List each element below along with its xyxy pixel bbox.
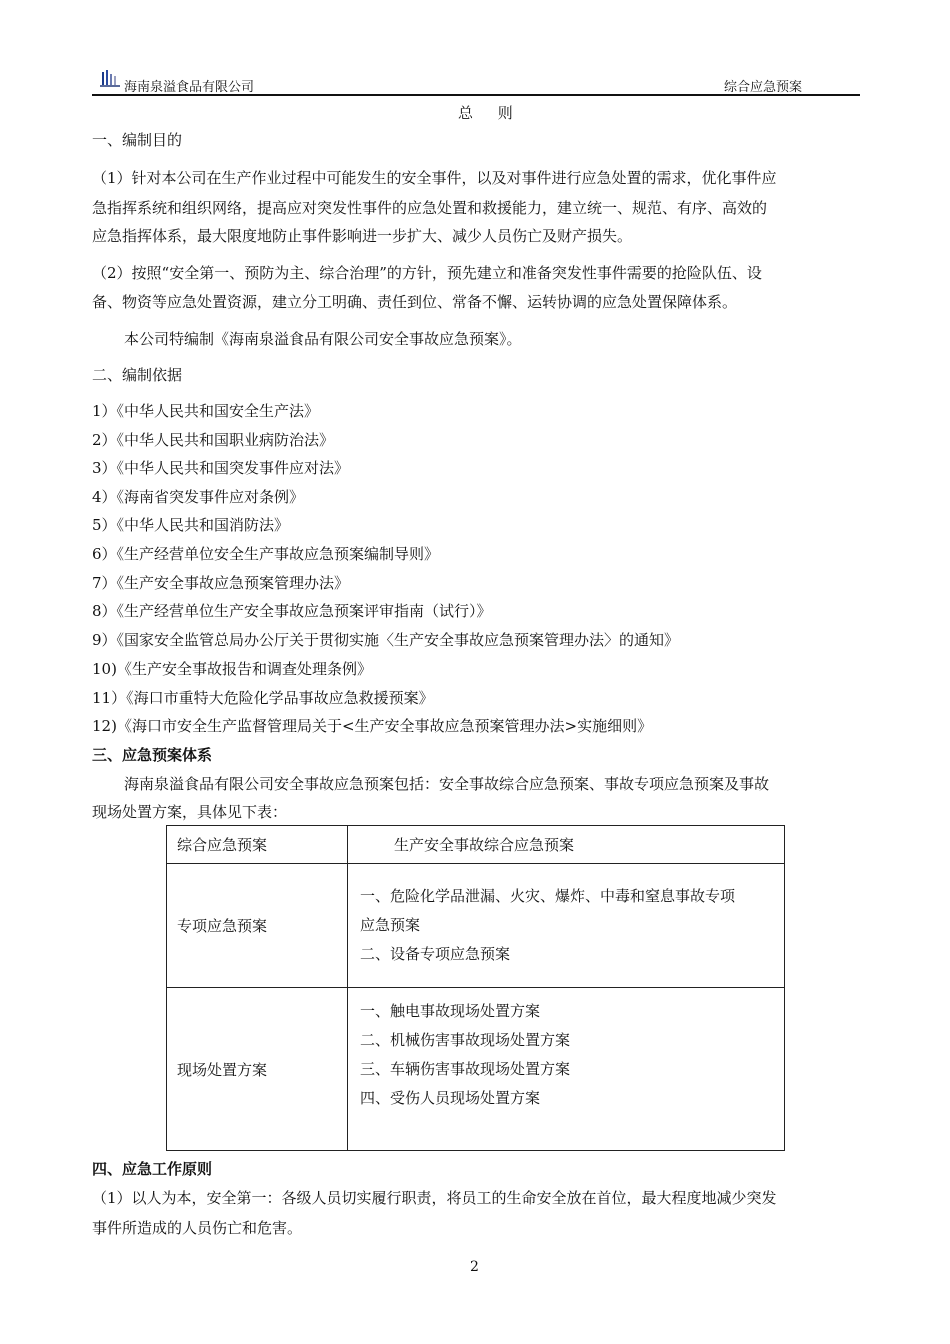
table-cell-label: 综合应急预案 xyxy=(167,826,348,864)
table-cell-label: 专项应急预案 xyxy=(167,864,348,988)
table-cell-line: 应急预案 xyxy=(360,916,421,935)
page-title: 总 则 xyxy=(458,104,523,122)
table-cell-line: 三、车辆伤害事故现场处置方案 xyxy=(360,1059,571,1078)
header-company-name: 海南泉溢食品有限公司 xyxy=(124,80,255,95)
paragraph-line: 现场处置方案，具体见下表： xyxy=(92,803,288,821)
paragraph-line: 应急指挥体系，最大限度地防止事件影响进一步扩大、减少人员伤亡及财产损失。 xyxy=(92,227,633,245)
section-heading-purpose: 一、编制目的 xyxy=(92,131,183,149)
table-cell-line: 二、机械伤害事故现场处置方案 xyxy=(360,1030,571,1049)
section-heading-plan-system: 三、应急预案体系 xyxy=(92,746,213,764)
list-item: 5）《中华人民共和国消防法》 xyxy=(92,516,290,534)
list-item: 12)《海口市安全生产监督管理局关于<生产安全事故应急预案管理办法>实施细则》 xyxy=(92,717,653,735)
section-heading-principles: 四、应急工作原则 xyxy=(92,1160,213,1178)
page-header xyxy=(92,64,860,96)
table-cell-value xyxy=(348,864,785,988)
table-row xyxy=(167,988,785,1151)
table-cell-line: 一、危险化学品泄漏、火灾、爆炸、中毒和窒息事故专项 xyxy=(360,887,736,906)
paragraph-line: 本公司特编制《海南泉溢食品有限公司安全事故应急预案》。 xyxy=(124,330,522,348)
paragraph-line: （2）按照“安全第一、预防为主、综合治理”的方针，预先建立和准备突发性事件需要的抢险队伍、设 xyxy=(92,264,762,282)
list-item: 1）《中华人民共和国安全生产法》 xyxy=(92,402,320,420)
table-cell-value: 生产安全事故综合应急预案 xyxy=(348,826,785,864)
page-number: 2 xyxy=(470,1259,479,1275)
list-item: 3）《中华人民共和国突发事件应对法》 xyxy=(92,459,350,477)
list-item: 9）《国家安全监管总局办公厅关于贯彻实施〈生产安全事故应急预案管理办法〉的通知》 xyxy=(92,631,680,649)
paragraph-line: 事件所造成的人员伤亡和危害。 xyxy=(92,1219,303,1237)
paragraph-line: 急指挥系统和组织网络，提高应对突发性事件的应急处置和救援能力，建立统一、规范、有序、高效的 xyxy=(92,199,768,217)
list-item: 4）《海南省突发事件应对条例》 xyxy=(92,488,305,506)
list-item: 6）《生产经营单位安全生产事故应急预案编制导则》 xyxy=(92,545,440,563)
table-row xyxy=(167,864,785,988)
list-item: 7）《生产安全事故应急预案管理办法》 xyxy=(92,574,350,592)
paragraph-line: （1）以人为本，安全第一：各级人员切实履行职责，将员工的生命安全放在首位，最大程度地减少突发 xyxy=(92,1189,777,1207)
table-row xyxy=(167,826,785,864)
table-cell-line: 四、受伤人员现场处置方案 xyxy=(360,1088,541,1107)
list-item: 2）《中华人民共和国职业病防治法》 xyxy=(92,431,335,449)
header-document-title: 综合应急预案 xyxy=(723,80,802,95)
paragraph-line: （1）针对本公司在生产作业过程中可能发生的安全事件，以及对事件进行应急处置的需求，优化事件应 xyxy=(92,169,777,187)
table-cell-line: 二、设备专项应急预案 xyxy=(360,945,511,964)
table-cell-line: 一、触电事故现场处置方案 xyxy=(360,1001,541,1020)
paragraph-line: 备、物资等应急处置资源，建立分工明确、责任到位、常备不懈、运转协调的应急处置保障体系。 xyxy=(92,293,738,311)
table-cell-line xyxy=(360,1113,784,1142)
paragraph-line: 海南泉溢食品有限公司安全事故应急预案包括：安全事故综合应急预案、事故专项应急预案及事故 xyxy=(124,775,770,793)
company-logo-icon xyxy=(100,68,122,88)
table-cell-label: 现场处置方案 xyxy=(167,988,348,1151)
table-cell-value xyxy=(348,988,785,1151)
list-item: 10)《生产安全事故报告和调查处理条例》 xyxy=(92,660,372,678)
list-item: 8）《生产经营单位生产安全事故应急预案评审指南（试行）》 xyxy=(92,602,492,620)
section-heading-basis: 二、编制依据 xyxy=(92,366,183,384)
plan-system-table xyxy=(166,825,785,1151)
list-item: 11）《海口市重特大危险化学品事故应急救援预案》 xyxy=(92,689,434,707)
